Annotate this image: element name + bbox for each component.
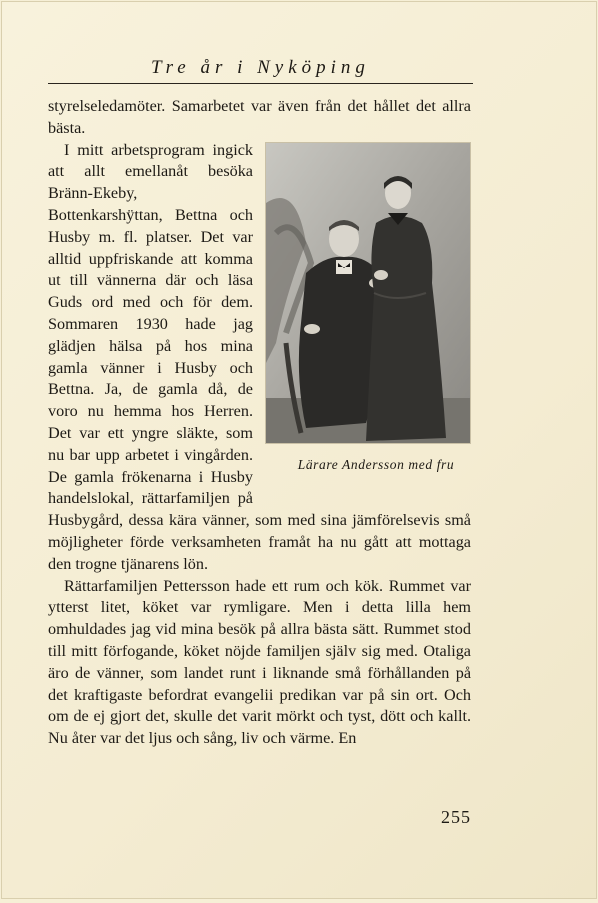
portrait-photo	[265, 142, 471, 444]
paragraph-2	[48, 140, 471, 576]
page-number: 255	[441, 807, 471, 827]
paragraph-2-text: I mitt arbetsprogram ingick att allt emellanåt besöka Bränn-Ekeby, Bottenkarshÿttan, Bettna och Husby m. fl. platser. Det var alltid uppfriskande att komma ut till vännerna där och läsa Guds ord med och för dem. Sommaren 1930 hade jag glädjen hälsa på hos mina gamla vänner i Husby och Bettna. Ja, de gamla då, de voro nu hemma hos Herren. Det var ett yngre släkte, som nu bar upp arbetet i vingården. De gamla frökenarna i Husby handelslokal, rättarfamiljen på Husbygård, dessa kära vänner, som med sina jämförelsevis små möjligheter förde verksamheten framåt ha nu gått att mottaga den trogne tjänarens lön.	[48, 140, 471, 573]
body-text	[48, 96, 471, 750]
figure	[265, 142, 471, 490]
header-rule	[48, 83, 473, 84]
portrait-illustration	[266, 143, 470, 443]
running-head: Tre år i Nyköping	[151, 57, 370, 78]
paragraph-3: Rättarfamiljen Pettersson hade ett rum och kök. Rummet var ytterst litet, köket var rymligare. Men i detta lilla hem omhuldades jag vid mina besök på allra bästa sätt. Rummet stod till mitt förfogande, köket nöjde familjen själv sig med. Otaliga äro de vänner, som landet runt i liknande små förhållanden på det kraftigaste befordrat evangelii predikan var på sin ort. Och om de ej gjort det, skulle det varit mörkt och tyst, dött och kallt. Nu åter var det ljus och sång, liv och värme. En	[48, 576, 471, 748]
book-page	[1, 1, 597, 899]
figure-caption: Lärare Andersson med fru	[297, 456, 455, 472]
paragraph-1: styrelseledamöter. Samarbetet var även från det hållet det allra bästa.	[48, 97, 471, 137]
